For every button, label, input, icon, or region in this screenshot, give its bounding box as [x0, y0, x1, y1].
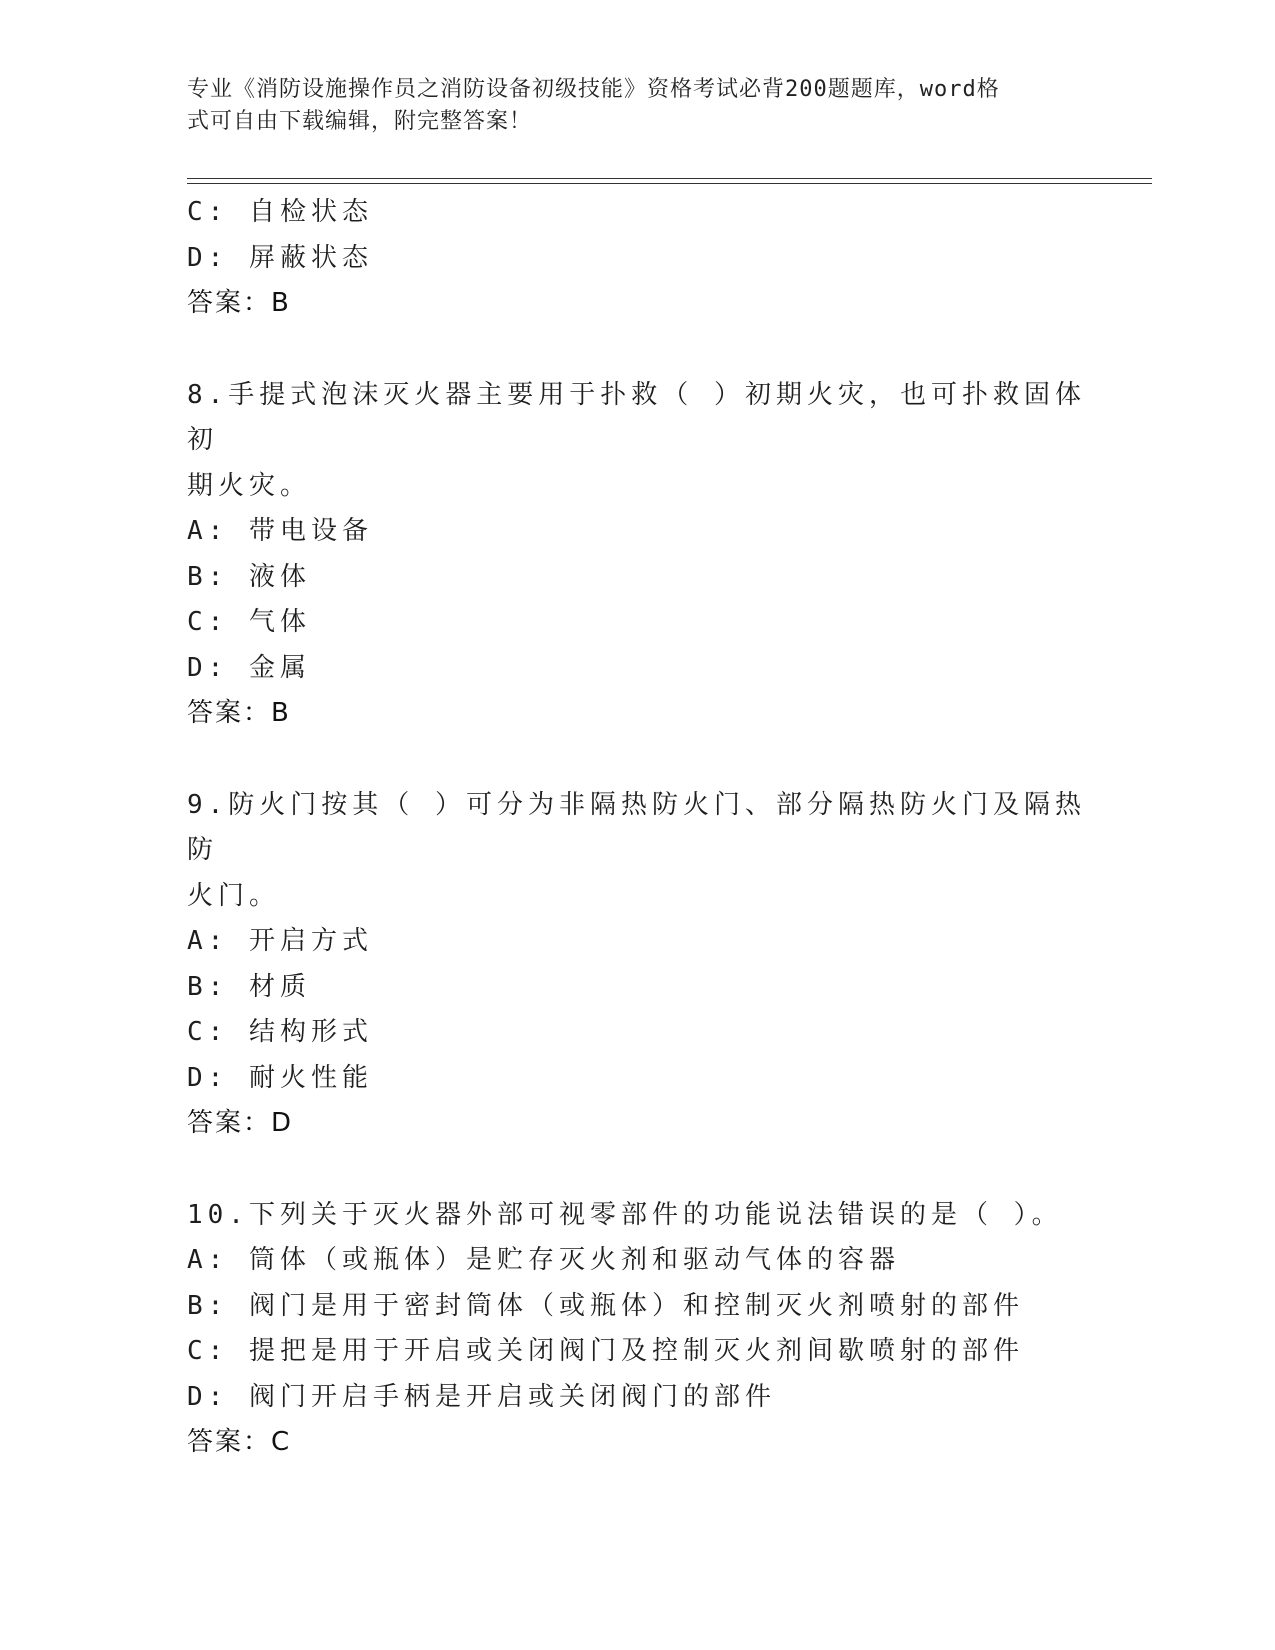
question-8	[187, 373, 1087, 737]
option-d: D: 耐火性能	[187, 1062, 373, 1093]
option-a: A: 筒体（或瓶体）是贮存灭火剂和驱动气体的容器	[187, 1245, 900, 1275]
option-c: C: 提把是用于开启或关闭阀门及控制灭火剂间歇喷射的部件	[187, 1336, 1024, 1366]
spacer	[187, 1147, 1087, 1193]
spacer	[187, 327, 1087, 373]
header-divider-bottom	[187, 183, 1152, 184]
question-stem-line: 8.手提式泡沫灭火器主要用于扑救（ ）初期火灾，也可扑救固体初	[187, 379, 1086, 455]
question-stem-line: 9.防火门按其（ ）可分为非隔热防火门、部分隔热防火门及隔热防	[187, 789, 1086, 865]
option-d: D: 阀门开启手柄是开启或关闭阀门的部件	[187, 1381, 776, 1412]
option-a: A: 开启方式	[187, 926, 373, 956]
option-d: D: 金属	[187, 652, 311, 683]
header-line-2: 式可自由下载编辑，附完整答案！	[187, 109, 533, 134]
question-stem-line: 期火灾。	[187, 470, 312, 501]
question-stem-line: 火门。	[187, 880, 281, 911]
answer-line: 答案：B	[187, 288, 291, 318]
answer-line: 答案：C	[187, 1427, 292, 1457]
question-7-continued	[187, 190, 1087, 327]
document-header	[187, 74, 1067, 138]
header-divider-top	[187, 178, 1152, 179]
option-c: C: 自检状态	[187, 197, 373, 227]
option-b: B: 材质	[187, 971, 311, 1002]
question-list	[187, 190, 1087, 1466]
option-b: B: 阀门是用于密封筒体（或瓶体）和控制灭火剂喷射的部件	[187, 1290, 1024, 1321]
question-10	[187, 1193, 1087, 1466]
answer-line: 答案：B	[187, 698, 291, 728]
header-line-1: 专业《消防设施操作员之消防设备初级技能》资格考试必背200题题库，word格	[187, 77, 1000, 102]
answer-line: 答案：D	[187, 1108, 294, 1138]
option-d: D: 屏蔽状态	[187, 242, 373, 273]
option-c: C: 气体	[187, 607, 311, 637]
option-c: C: 结构形式	[187, 1017, 373, 1047]
option-b: B: 液体	[187, 561, 311, 592]
question-9	[187, 783, 1087, 1147]
spacer	[187, 737, 1087, 783]
option-a: A: 带电设备	[187, 516, 373, 546]
question-stem-line: 10.下列关于灭火器外部可视零部件的功能说法错误的是（ ）。	[187, 1199, 1063, 1230]
